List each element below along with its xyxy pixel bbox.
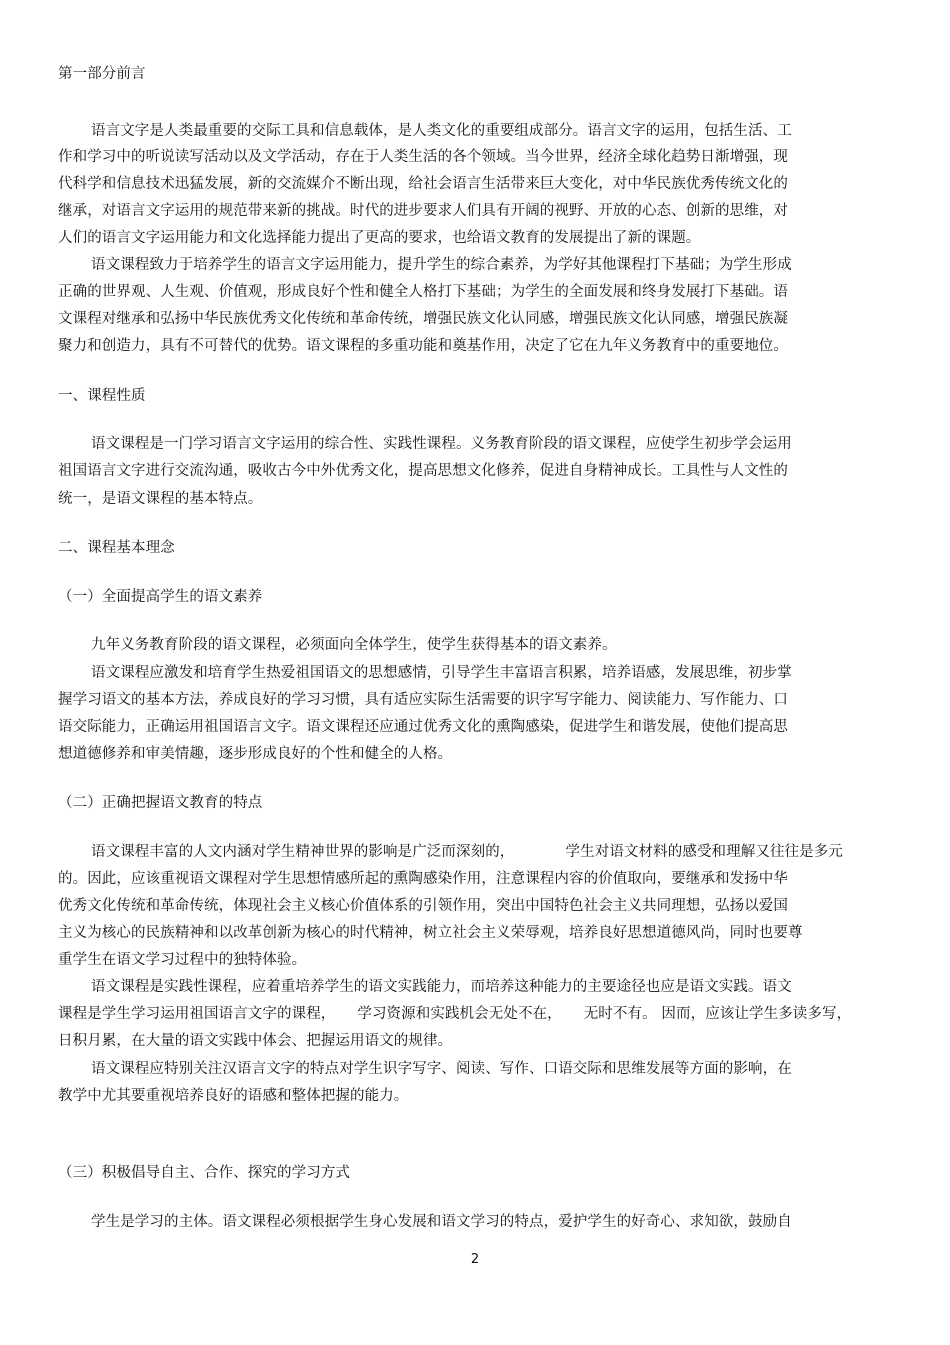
paragraph-line: 主义为核心的民族精神和以改革创新为核心的时代精神，树立社会主义荣辱观，培养良好思想道德风尚，同时也要尊	[58, 925, 803, 941]
paragraph-line: 语言文字是人类最重要的交际工具和信息载体，是人类文化的重要组成部分。语言文字的运用，包括生活、工	[91, 123, 792, 139]
subsection-heading: （二）正确把握语文教育的特点	[58, 795, 263, 811]
paragraph-line: 继承，对语言文字运用的规范带来新的挑战。时代的进步要求人们具有开阔的视野、开放的心态、创新的思维，对	[58, 203, 788, 219]
paragraph-line: 课程是学生学习运用祖国语言文字的课程， 学习资源和实践机会无处不在， 无时不有。 因而，应该让学生多读多写，	[58, 1006, 852, 1022]
paragraph-line: 人们的语言文字运用能力和文化选择能力提出了更高的要求，也给语文教育的发展提出了新的课题。	[58, 230, 701, 246]
subsection-heading: （三）积极倡导自主、合作、探究的学习方式	[58, 1165, 350, 1181]
paragraph-line: 想道德修养和审美情趣，逐步形成良好的个性和健全的人格。	[58, 746, 453, 762]
paragraph-line: 祖国语言文字进行交流沟通，吸收古今中外优秀文化，提高思想文化修养，促进自身精神成长。工具性与人文性的	[58, 463, 788, 479]
paragraph-line: 语文课程致力于培养学生的语言文字运用能力，提升学生的综合素养，为学好其他课程打下基础；为学生形成	[91, 257, 792, 273]
paragraph-line: 重学生在语文学习过程中的独特体验。	[58, 952, 307, 968]
subsection-heading: （一）全面提高学生的语文素养	[58, 589, 263, 605]
paragraph-line: 语文课程应激发和培育学生热爱祖国语文的思想感情，引导学生丰富语言积累，培养语感，发展思维，初步掌	[91, 665, 792, 681]
part-title: 第一部分前言	[58, 66, 146, 82]
paragraph-line: 作和学习中的听说读写活动以及文学活动，存在于人类生活的各个领域。当今世界，经济全球化趋势日渐增强，现	[58, 149, 788, 165]
paragraph-line: 握学习语文的基本方法，养成良好的学习习惯，具有适应实际生活需要的识字写字能力、阅读能力、写作能力、口	[58, 692, 788, 708]
section-heading: 二、课程基本理念	[58, 540, 175, 556]
page-number: 2	[470, 1252, 480, 1267]
paragraph-line: 教学中尤其要重视培养良好的语感和整体把握的能力。	[58, 1088, 409, 1104]
paragraph-line: 语文课程是实践性课程，应着重培养学生的语文实践能力，而培养这种能力的主要途径也应是语文实践。语文	[91, 979, 792, 995]
paragraph-line: 代科学和信息技术迅猛发展，新的交流媒介不断出现，给社会语言生活带来巨大变化，对中华民族优秀传统文化的	[58, 176, 788, 192]
paragraph-line: 统一，是语文课程的基本特点。	[58, 491, 263, 507]
paragraph-line: 日积月累，在大量的语文实践中体会、把握运用语文的规律。	[58, 1033, 453, 1049]
paragraph-line: 学生是学习的主体。语文课程必须根据学生身心发展和语文学习的特点，爱护学生的好奇心、求知欲，鼓励自	[91, 1214, 792, 1230]
paragraph-line: 的。因此，应该重视语文课程对学生思想情感所起的熏陶感染作用，注意课程内容的价值取向，要继承和发扬中华	[58, 871, 788, 887]
paragraph-line: 语文课程应特别关注汉语言文字的特点对学生识字写字、阅读、写作、口语交际和思维发展等方面的影响，在	[91, 1061, 792, 1077]
paragraph-line: 聚力和创造力，具有不可替代的优势。语文课程的多重功能和奠基作用，决定了它在九年义务教育中的重要地位。	[58, 338, 788, 354]
paragraph-line: 语文课程丰富的人文内涵对学生精神世界的影响是广泛而深刻的， 学生对语文材料的感受和理解又往往是多元	[91, 844, 843, 860]
section-heading: 一、课程性质	[58, 388, 146, 404]
paragraph-line: 文课程对继承和弘扬中华民族优秀文化传统和革命传统，增强民族文化认同感，增强民族文化认同感，增强民族凝	[58, 311, 788, 327]
paragraph-line: 优秀文化传统和革命传统，体现社会主义核心价值体系的引领作用，突出中国特色社会主义共同理想，弘扬以爱国	[58, 898, 788, 914]
paragraph-line: 语交际能力，正确运用祖国语言文字。语文课程还应通过优秀文化的熏陶感染，促进学生和谐发展，使他们提高思	[58, 719, 788, 735]
paragraph-line: 正确的世界观、人生观、价值观，形成良好个性和健全人格打下基础；为学生的全面发展和终身发展打下基础。语	[58, 284, 788, 300]
paragraph-line: 九年义务教育阶段的语文课程，必须面向全体学生，使学生获得基本的语文素养。	[91, 637, 617, 653]
paragraph-line: 语文课程是一门学习语言文字运用的综合性、实践性课程。义务教育阶段的语文课程，应使学生初步学会运用	[91, 436, 792, 452]
